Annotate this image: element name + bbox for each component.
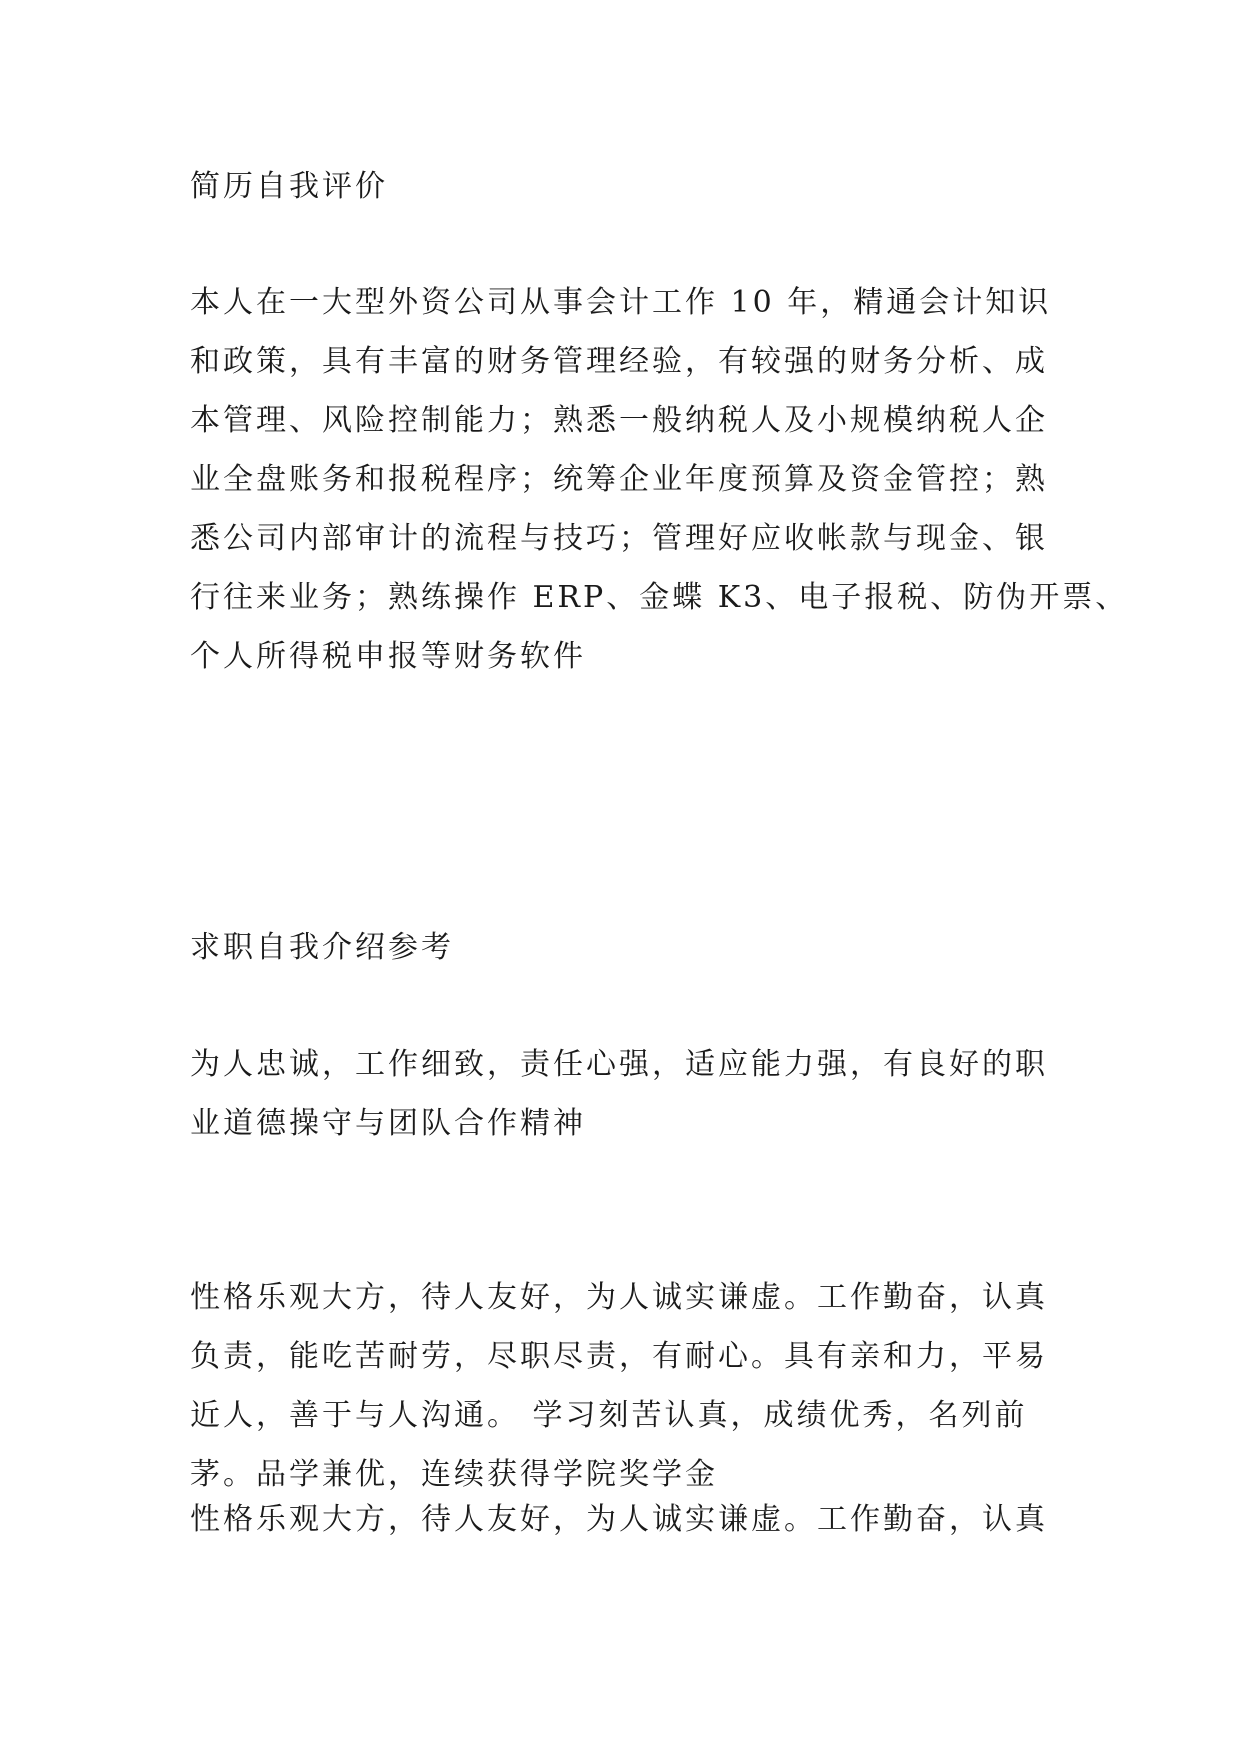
heading-text: 求职自我介绍参考 [190, 930, 454, 965]
paragraph-line: 本管理、风险控制能力；熟悉一般纳税人及小规模纳税人企 [190, 403, 1048, 438]
paragraph-line: 负责，能吃苦耐劳，尽职尽责，有耐心。具有亲和力，平易 [190, 1339, 1048, 1374]
paragraph-line: 行往来业务；熟练操作 ERP、金蝶 K3、电子报税、防伪开票、 [190, 580, 1129, 615]
paragraph-line: 近人，善于与人沟通。 学习刻苦认真，成绩优秀，名列前 [190, 1398, 1028, 1433]
paragraph-line: 和政策，具有丰富的财务管理经验，有较强的财务分析、成 [190, 344, 1048, 379]
paragraph-character-2 [190, 1268, 1060, 1504]
paragraph-line: 性格乐观大方，待人友好，为人诚实谦虚。工作勤奋，认真 [190, 1502, 1048, 1537]
paragraph-resume-self-evaluation [190, 273, 1129, 686]
paragraph-line: 茅。品学兼优，连续获得学院奖学金 [190, 1457, 718, 1492]
section-title-job-self-introduction [190, 918, 1060, 977]
section-title-resume-self-evaluation [190, 157, 1060, 216]
paragraph-character-1 [190, 1035, 1060, 1153]
paragraph-line: 个人所得税申报等财务软件 [190, 639, 586, 674]
paragraph-line: 悉公司内部审计的流程与技巧；管理好应收帐款与现金、银 [190, 521, 1048, 556]
paragraph-line: 本人在一大型外资公司从事会计工作 10 年，精通会计知识 [190, 285, 1052, 320]
paragraph-line: 业全盘账务和报税程序；统筹企业年度预算及资金管控；熟 [190, 462, 1048, 497]
heading-text: 简历自我评价 [190, 169, 388, 204]
paragraph-character-3 [190, 1490, 1060, 1549]
paragraph-line: 为人忠诚，工作细致，责任心强，适应能力强，有良好的职 [190, 1047, 1048, 1082]
paragraph-line: 业道德操守与团队合作精神 [190, 1106, 586, 1141]
paragraph-line: 性格乐观大方，待人友好，为人诚实谦虚。工作勤奋，认真 [190, 1280, 1048, 1315]
